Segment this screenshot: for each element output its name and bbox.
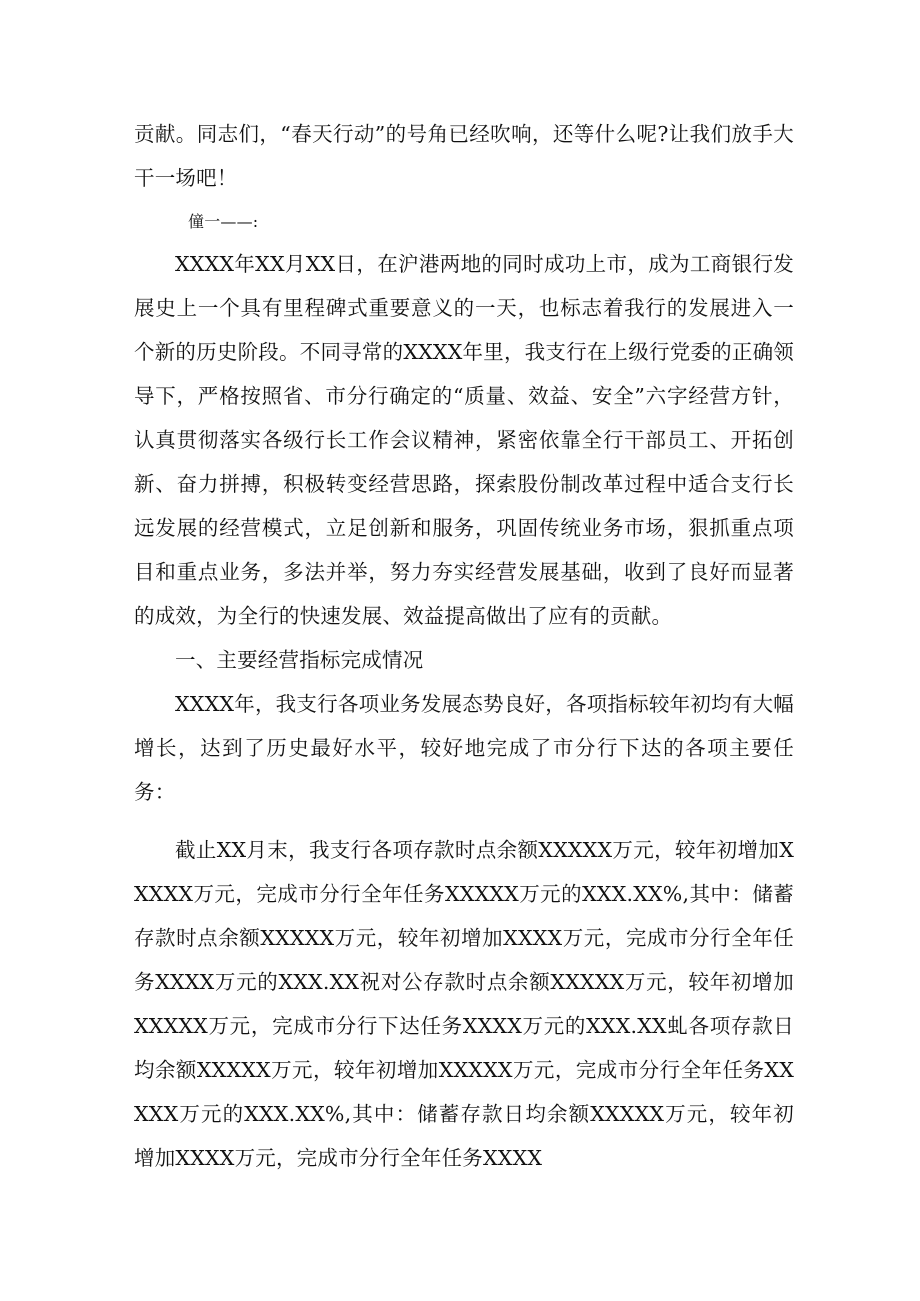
closing-paragraph: 贡献。同志们，“春天行动”的号角已经吹响，还等什么呢?让我们放手大干一场吧！: [134, 122, 794, 190]
section-heading: 一、主要经营指标完成情况: [175, 648, 424, 672]
deposit-paragraph: 截止XX月末，我支行各项存款时点余额XXXXX万元，较年初增加XXXXX万元，完成市分行全年任务XXXXX万元的XXX.XX%,其中：储蓄存款时点余额XXXXX万元，较年初增加XXXX万元，完成市分行全年任务XXXX万元的XXX.XX祝对公存款时点余额XXXXX万元，较年初增加XXXXX万元，完成市分行下达任务XXXX万元的XXX.XX虬各项存款日均余额XXXXX万元，较年初增加XXXXX万元，完成市分行全年任务XXXXX万元的XXX.XX%,其中：储蓄存款日均余额XXXXX万元，较年初增加XXXX万元，完成市分行全年任务XXXX: [134, 838, 794, 1170]
document-page: [134, 112, 794, 1180]
section-marker: 僮一——:: [188, 212, 259, 231]
intro-paragraph: XXXX年XX月XX日，在沪港两地的同时成功上市，成为工商银行发展史上一个具有里程碑式重要意义的一天，也标志着我行的发展进入一个新的历史阶段。不同寻常的XXXX年里，我支行在上级行党委的正确领导下，严格按照省、市分行确定的“质量、效益、安全”六字经营方针，认真贯彻落实各级行长工作会议精神，紧密依靠全行干部员工、开拓创新、奋力拼搏，积极转变经营思路，探索股份制改革过程中适合支行长远发展的经营模式，立足创新和服务，巩固传统业务市场，狠抓重点项目和重点业务，多法并举，努力夯实经营发展基础，收到了良好而显著的成效，为全行的快速发展、效益提高做出了应有的贡献。: [134, 252, 794, 628]
summary-paragraph: XXXX年，我支行各项业务发展态势良好，各项指标较年初均有大幅增长，达到了历史最好水平，较好地完成了市分行下达的各项主要任务：: [134, 692, 794, 804]
